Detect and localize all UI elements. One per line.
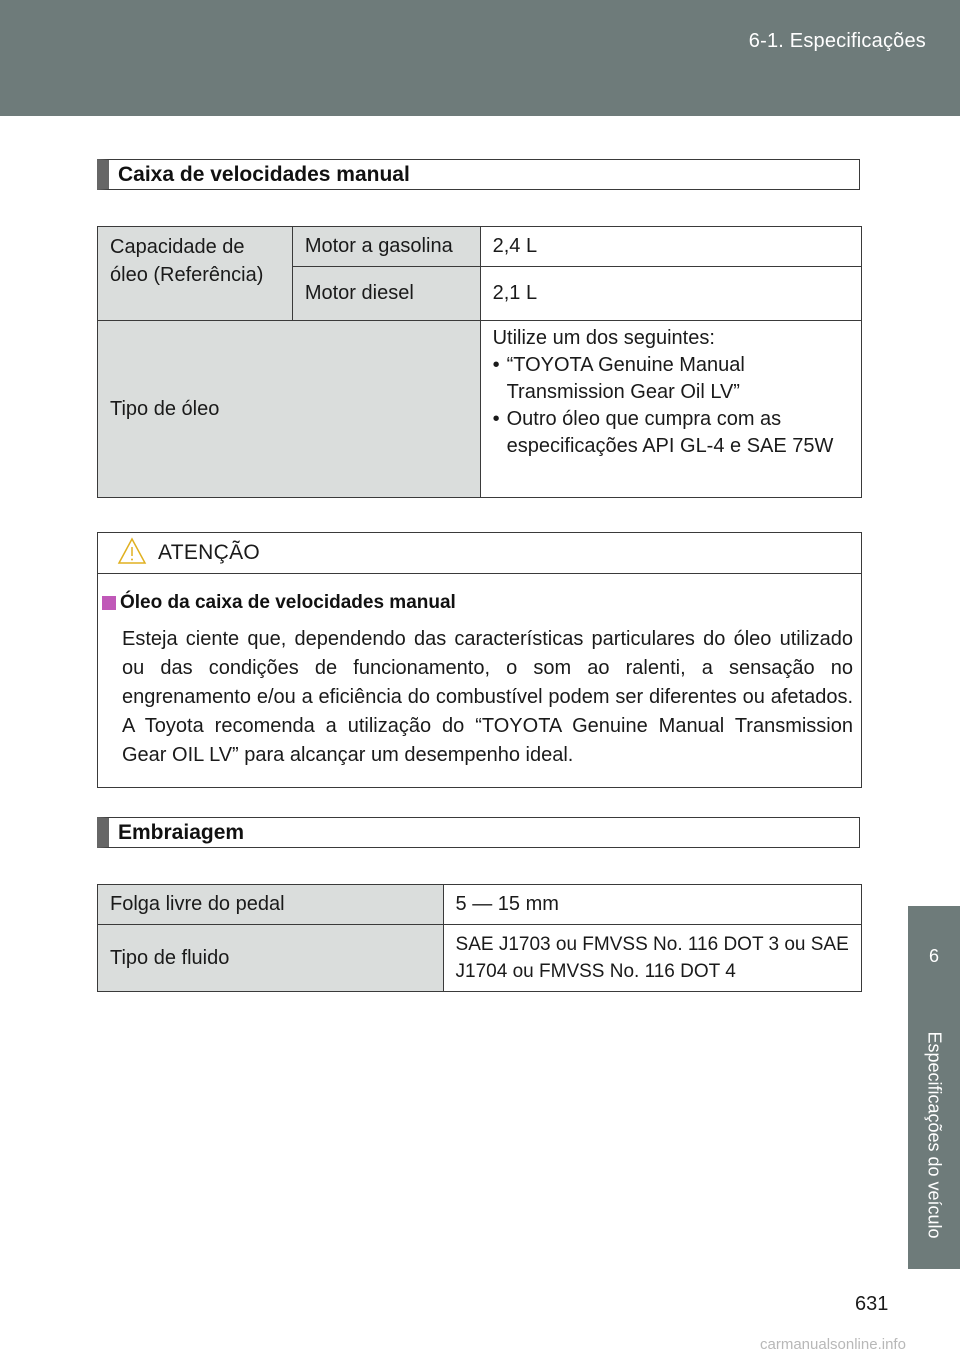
gearbox-heading-text: Caixa de velocidades manual (118, 163, 410, 186)
pedal-freeplay-value: 5 — 15 mm (443, 885, 861, 925)
fluid-type-label: Tipo de fluido (98, 925, 444, 992)
capacity-label: Capacidade de óleo (Referência) (98, 227, 293, 321)
pedal-freeplay-label: Folga livre do pedal (98, 885, 444, 925)
section-title: 6-1. Especificações (748, 30, 926, 52)
oil-type-list (493, 352, 849, 460)
gearbox-spec-table (97, 226, 862, 498)
capacity-value: 2,4 L (480, 227, 861, 267)
oil-type-intro: Utilize um dos seguintes: (492, 327, 715, 349)
chapter-tab (908, 906, 960, 1269)
bullet-square-icon (102, 596, 116, 610)
table-row (98, 925, 862, 992)
fluid-type-value: SAE J1703 ou FMVSS No. 116 DOT 3 ou SAE J1704 ou FMVSS No. 116 DOT 4 (443, 925, 861, 992)
oil-type-label: Tipo de óleo (98, 321, 481, 498)
caution-title: ATENÇÃO (158, 541, 261, 564)
capacity-value: 2,1 L (480, 267, 861, 321)
engine-label: Motor diesel (292, 267, 480, 321)
chapter-label: Especificações do veículo (924, 1031, 945, 1239)
engine-label: Motor a gasolina (292, 227, 480, 267)
page-number: 631 (855, 1293, 889, 1315)
chapter-number: 6 (928, 946, 939, 966)
table-row (98, 321, 862, 498)
caution-subtitle: Óleo da caixa de velocidades manual (120, 592, 456, 613)
watermark: carmanualsonline.info (760, 1336, 906, 1353)
caution-header (98, 533, 861, 574)
clutch-heading-text: Embraiagem (118, 821, 245, 844)
oil-type-value (480, 321, 861, 498)
clutch-spec-table (97, 884, 862, 992)
warning-triangle-icon (117, 537, 147, 565)
table-row (98, 227, 862, 267)
list-item: • “TOYOTA Genuine Manual Transmission Gear Oil LV” (493, 352, 849, 406)
caution-body: Esteja ciente que, dependendo das características particulares do óleo utilizado ou das condições de funcionamento, o som ao ralenti, a sensação no engrenamento e/ou a eficiência do combustível podem ser diferentes ou afetados. A Toyota recomenda a utilização do “TOYOTA Genuine Manual Transmission Gear OIL LV” para alcançar um desempenho ideal. (122, 628, 853, 766)
table-row (98, 885, 862, 925)
list-item: • Outro óleo que cumpra com as especificações API GL-4 e SAE 75W (493, 406, 849, 460)
gearbox-heading (97, 159, 860, 190)
caution-box (97, 532, 862, 788)
header-band (0, 0, 960, 116)
clutch-heading (97, 817, 860, 848)
